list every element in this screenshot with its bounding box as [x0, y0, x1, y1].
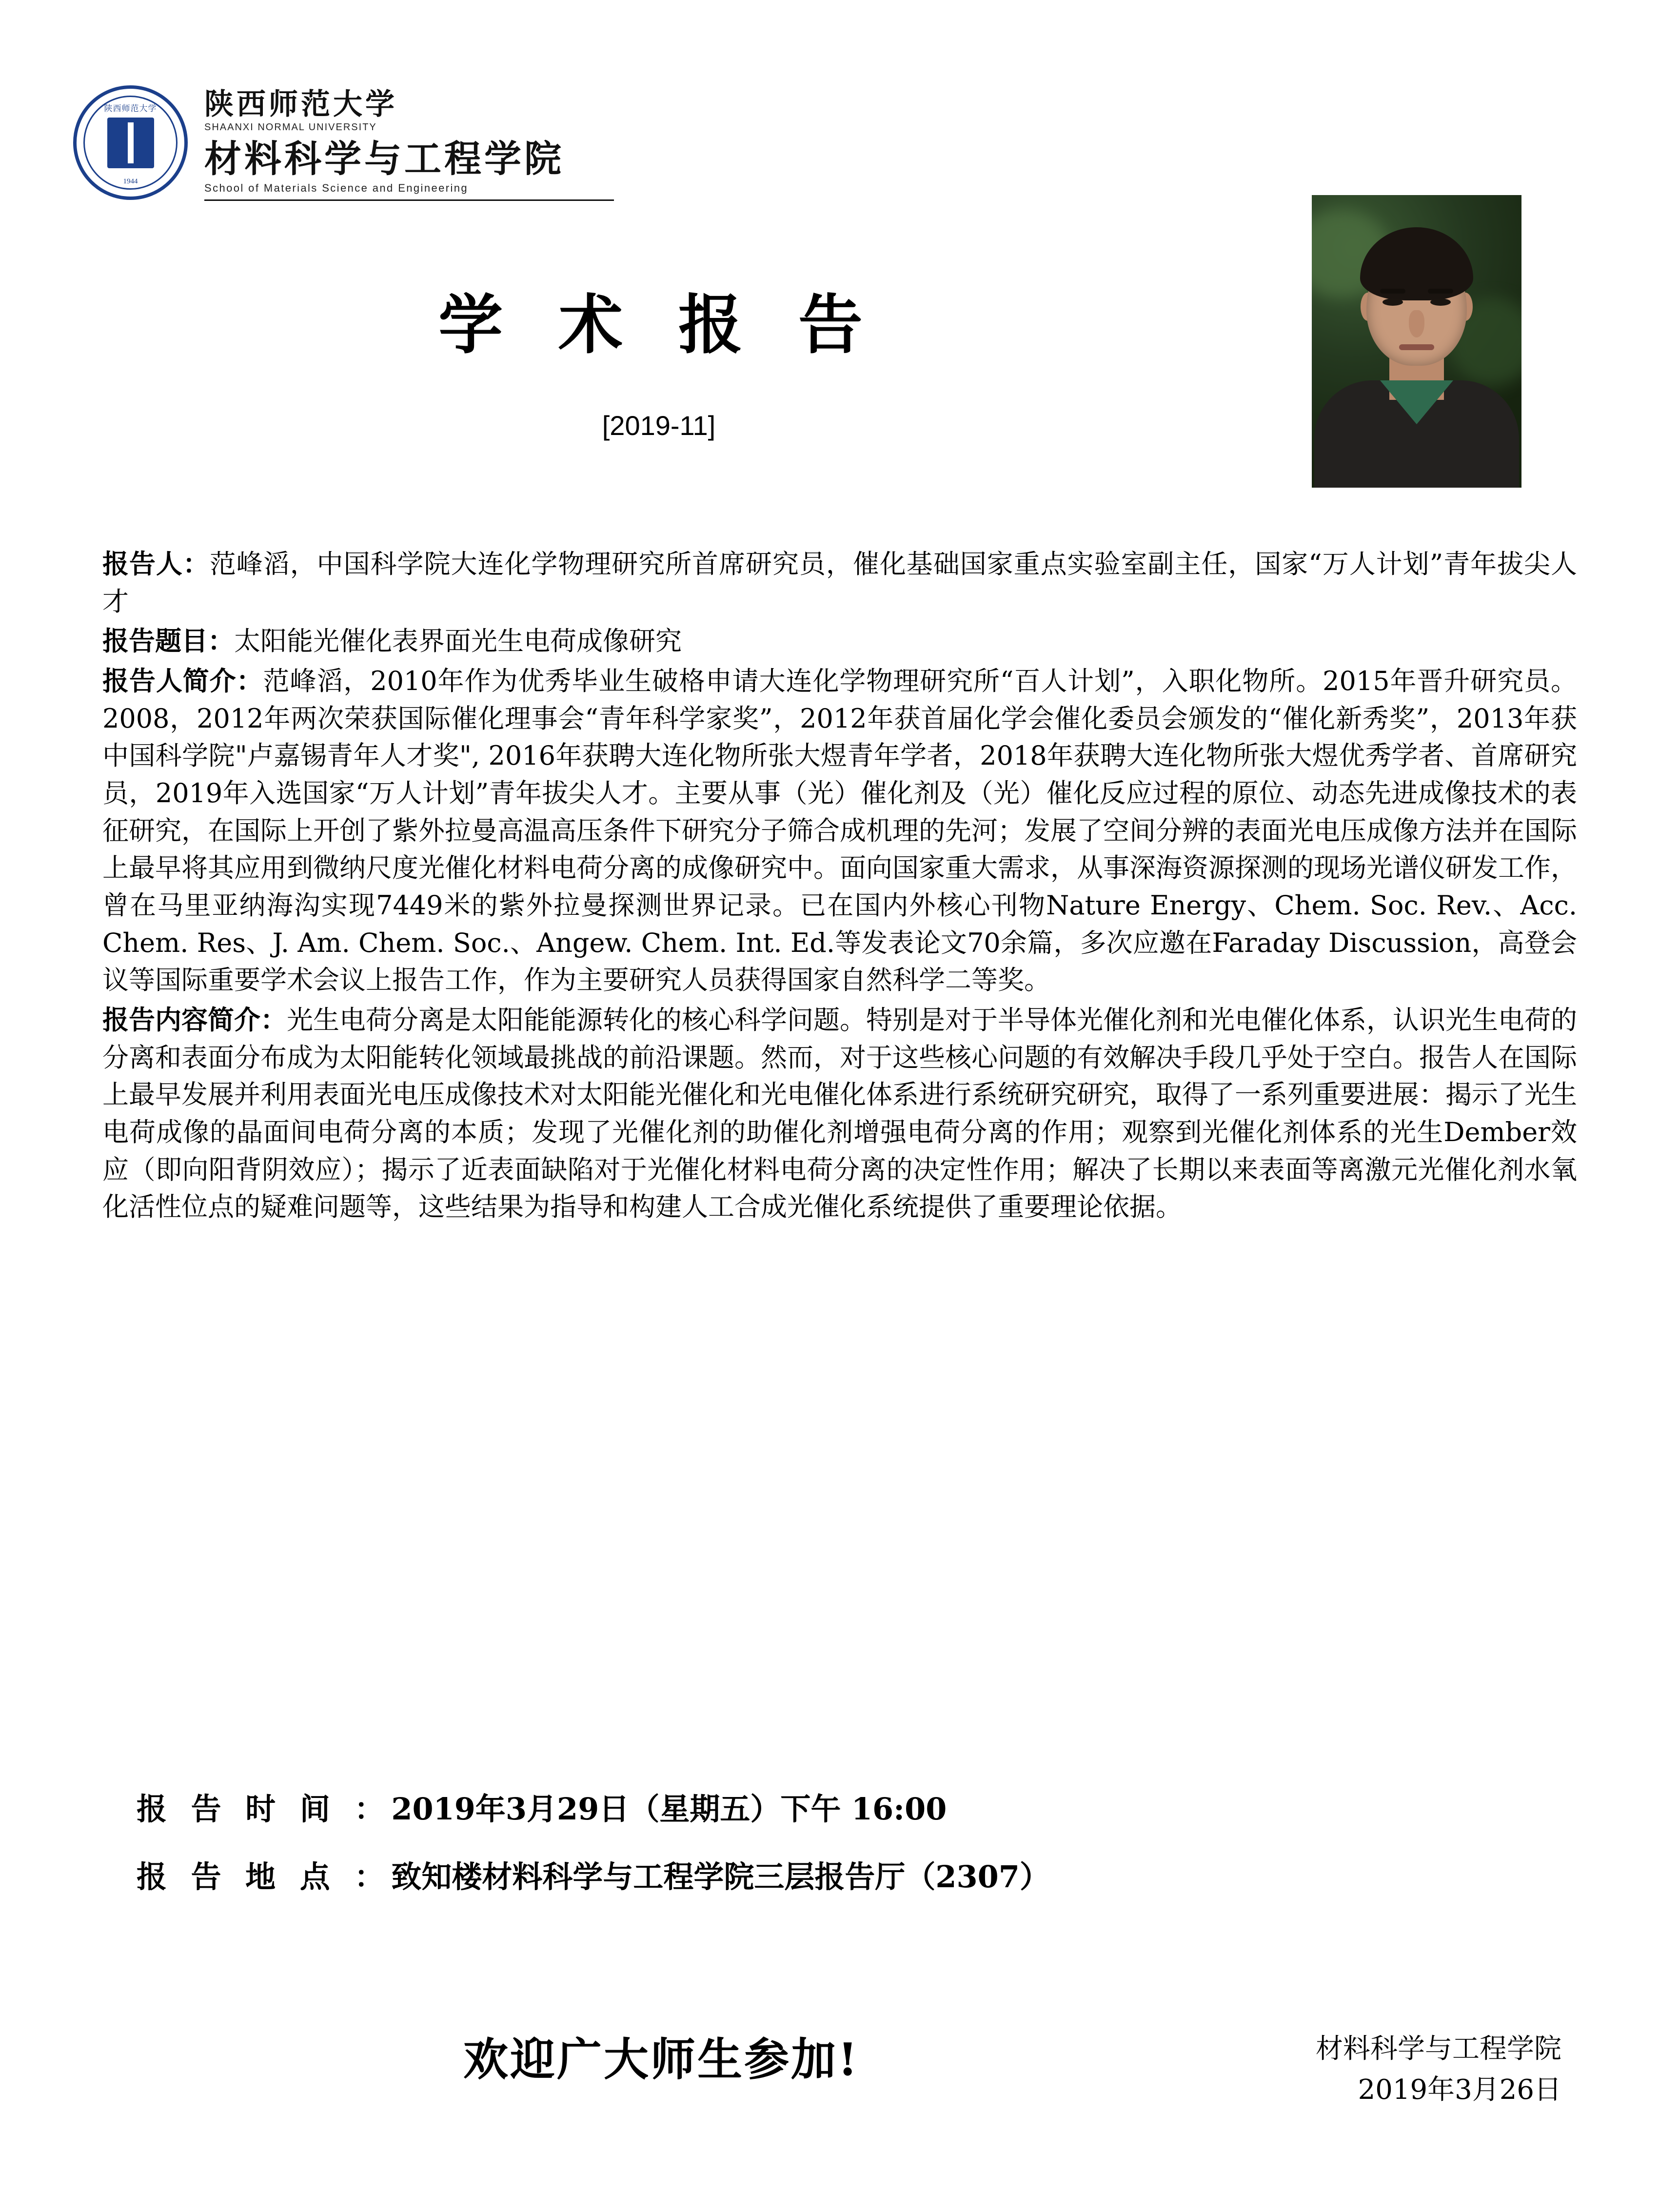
topic-label: 报告题目： [102, 625, 234, 657]
crest-bottom-text: 1944 [123, 178, 138, 185]
school-header [73, 85, 614, 201]
abstract-paragraph [102, 1001, 1577, 1226]
crest-top-text: 陕西师范大学 [104, 104, 157, 113]
bio-label: 报告人简介： [102, 665, 263, 697]
signature-date: 2019年3月26日 [1358, 2074, 1561, 2106]
crest-emblem [107, 118, 154, 168]
header-divider [204, 199, 614, 201]
event-time-row [137, 1785, 1561, 1828]
place-value: 致知楼材料科学与工程学院三层报告厅（2307） [391, 1859, 1050, 1895]
speaker-paragraph [102, 545, 1577, 620]
topic-text: 太阳能光催化表界面光生电荷成像研究 [234, 626, 682, 657]
place-label: 报 告 地 点 ： [137, 1859, 392, 1895]
university-name-cn: 陕西师范大学 [204, 87, 397, 121]
speaker-text: 范峰滔，中国科学院大连化学物理研究所首席研究员，催化基础国家重点实验室副主任，国家“万人计划”青年拔尖人才 [102, 549, 1577, 617]
time-label: 报 告 时 间 ： [137, 1791, 392, 1827]
topic-paragraph [102, 622, 1577, 660]
school-name-en: School of Materials Science and Engineering [204, 182, 469, 195]
page-subtitle: [2019-11] [602, 410, 716, 441]
abstract-text: 光生电荷分离是太阳能能源转化的核心科学问题。特别是对于半导体光催化剂和光电催化体系，认识光生电荷的分离和表面分布成为太阳能转化领域最挑战的前沿课题。然而，对于这些核心问题的有效解决手段几乎处于空白。报告人在国际上最早发展并利用表面光电压成像技术对太阳能光催化和光电催化体系进行系统研究研究，取得了一系列重要进展：揭示了光生电荷成像的晶面间电荷分离的本质；发现了光催化剂的助催化剂增强电荷分离的作用；观察到光催化剂体系的光生Dember效应（即向阳背阴效应）；揭示了近表面缺陷对于光催化材料电荷分离的决定性作用；解决了长期以来表面等离激元光催化剂水氧化活性位点的疑难问题等，这些结果为指导和构建人工合成光催化系统提供了重要理论依据。 [102, 1005, 1577, 1223]
school-name-cn: 材料科学与工程学院 [204, 137, 564, 180]
abstract-label: 报告内容简介： [102, 1004, 287, 1036]
university-name-en: SHAANXI NORMAL UNIVERSITY [204, 122, 377, 133]
bio-text: 范峰滔，2010年作为优秀毕业生破格申请大连化学物理研究所“百人计划”，入职化物所。2015年晋升研究员。2008，2012年两次荣获国际催化理事会“青年科学家奖”，2012年获首届化学会催化委员会颁发的“催化新秀奖”，2013年获中国科学院"卢嘉锡青年人才奖", 2016年获聘大连化物所张大煜青年学者，2018年获聘大连化物所张大煜优秀学者、首席研究员，2019年入选国家“万人计划”青年拔尖人才。主要从事（光）催化剂及（光）催化反应过程的原位、动态先进成像技术的表征研究，在国际上开创了紫外拉曼高温高压条件下研究分子筛合成机理的先河；发展了空间分辨的表面光电压成像方法并在国际上最早将其应用到微纳尺度光催化材料电荷分离的成像研究中。面向国家重大需求，从事深海资源探测的现场光谱仪研发工作，曾在马里亚纳海沟实现7449米的紫外拉曼探测世界记录。已在国内外核心刊物Nature Energy、Chem. Soc. Rev.、Acc. Chem. Res、J. Am. Chem. Soc.、Angew. Chem. Int. Ed.等发表论文70余篇，多次应邀在Faraday Discussion，高登会议等国际重要学术会议上报告工作，作为主要研究人员获得国家自然科学二等奖。 [102, 666, 1577, 996]
event-place-row [137, 1853, 1561, 1896]
event-details [137, 1785, 1561, 1920]
poster-body [102, 545, 1577, 1228]
welcome-message: 欢迎广大师生参加! [463, 2033, 860, 2086]
signature-block [1316, 2029, 1561, 2111]
bio-paragraph [102, 662, 1577, 999]
page-title: 学 术 报 告 [438, 287, 879, 363]
signature-org: 材料科学与工程学院 [1316, 2033, 1561, 2065]
university-crest-icon [73, 85, 188, 200]
speaker-label: 报告人： [102, 548, 210, 579]
school-logo-text [204, 85, 614, 201]
time-value: 2019年3月29日（星期五）下午 16:00 [391, 1791, 947, 1827]
